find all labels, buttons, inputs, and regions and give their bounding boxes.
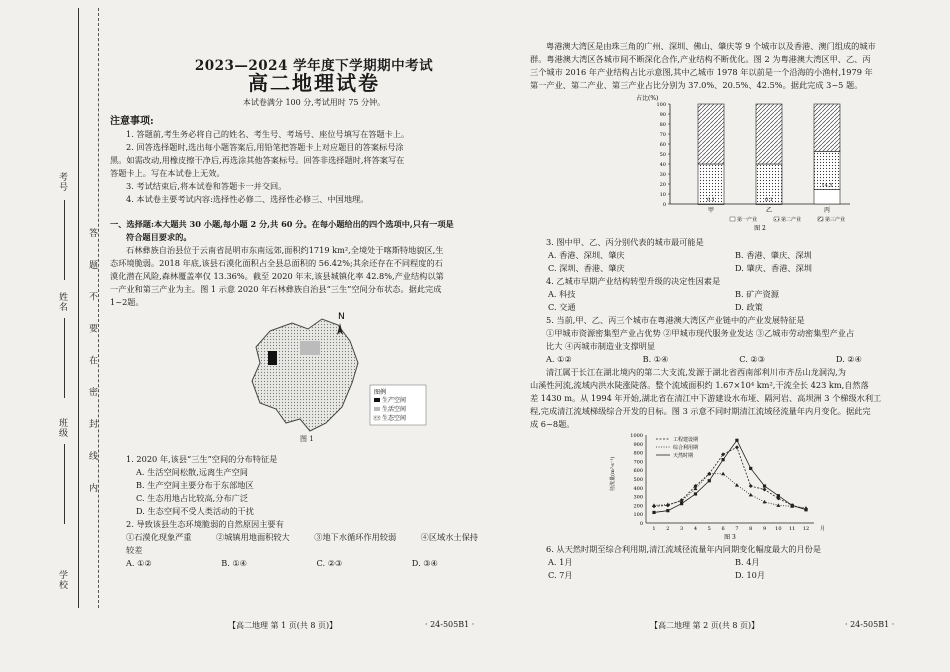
figure3 <box>530 431 922 543</box>
footer-right-label: 【高二地理 第 2 页(共 8 页)】 <box>650 621 760 630</box>
series-point <box>694 492 697 495</box>
x-tick-label: 甲 <box>707 207 715 214</box>
q6-stem: 6. 从天然时期至综合利用期,清江流域径流量年内同期变化幅度最大的月份是 <box>546 544 822 554</box>
left-column <box>110 0 518 570</box>
q4-stem: 4. 乙城市早期产业结构转型升级的决定性因素是 <box>546 276 721 286</box>
series-point <box>763 488 767 492</box>
exam-no-label: 考号 <box>57 172 67 192</box>
x-tick-label: 8 <box>749 526 753 532</box>
figure1 <box>110 309 518 449</box>
q5-options: A. ①② B. ①④ C. ②③ D. ②④ <box>546 354 862 364</box>
exam-title: 2023—2024 学年度下学期期中考试 <box>194 58 434 74</box>
legend-item: 生产空间 <box>382 397 407 404</box>
section1-heading: 一、选择题:本大题共 30 小题,每小题 2 分,共 60 分。在每小题给出的四个选项中,只有一项是 <box>110 219 454 229</box>
y-axis-label: 径流量(m³·s⁻¹) <box>610 456 616 491</box>
q1-stem: 1. 2020 年,该县“三生”空间的分布特征是 <box>126 454 278 464</box>
q5-items: ①甲城市资源密集型产业占优势 ②甲城市现代服务业发达 ③乙城市劳动密集型产业占 <box>546 328 855 338</box>
q2-options: A. ①② B. ①④ C. ②③ D. ③④ <box>126 558 438 568</box>
y-tick-label: 60 <box>659 142 666 148</box>
q5-items-tail: 比大 ④丙城市制造业支撑明显 <box>546 341 656 351</box>
school-label: 学校 <box>57 570 67 590</box>
q3-options: A. 香港、深圳、肇庆 B. 香港、肇庆、深圳 C. 深圳、香港、肇庆 D. 肇庆、香港、深圳 <box>548 250 812 273</box>
series-point <box>708 479 711 482</box>
data-label: 0.1 <box>707 196 715 203</box>
living-space-block <box>300 341 320 355</box>
y-tick-label: 500 <box>633 477 643 483</box>
score-line: 本试卷满分 100 分,考试用时 75 分钟。 <box>242 98 386 107</box>
industry-structure-chart <box>630 92 890 232</box>
x-tick-label: 3 <box>680 526 684 532</box>
series-point <box>804 508 807 511</box>
series-point <box>763 484 766 487</box>
q2-items-tail: 较差 <box>126 545 143 555</box>
legend-item: 生活空间 <box>382 406 407 413</box>
north-arrow: N <box>338 312 345 322</box>
passage3-line: 差 1430 m。从 1994 年开始,湖北省在清江中下游建设水布垭、隔河岩、高坝洲 3 个梯级水利工 <box>530 393 882 403</box>
passage1-line: 态环境脆弱。2018 年底,该县石漠化面积占全县总面积的 56.42%;其余还存在不同程度的石 <box>110 258 443 268</box>
bar-segment <box>814 104 840 151</box>
legend-swatch <box>818 217 823 221</box>
y-tick-label: 20 <box>659 182 666 188</box>
y-tick-label: 0 <box>662 202 666 208</box>
y-axis-label: 占比(%) <box>636 95 659 102</box>
y-tick-label: 10 <box>659 192 666 198</box>
notice-line: 2. 回答选择题时,选出每小题答案后,用铅笔把答题卡上对应题目的答案标号涂 <box>126 142 404 152</box>
notice-heading: 注意事项: <box>110 116 154 127</box>
y-tick-label: 200 <box>633 503 643 510</box>
binding-line <box>78 8 79 608</box>
legend-swatch <box>730 217 735 221</box>
legend-swatch <box>774 217 779 221</box>
x-tick-label: 6 <box>721 526 725 532</box>
y-tick-label: 900 <box>633 441 643 448</box>
series-point <box>666 509 669 512</box>
county-map <box>230 311 470 441</box>
series-point <box>721 472 725 476</box>
notice-line: 4. 本试卷主要考试内容:选择性必修二、选择性必修三、中国地理。 <box>126 194 369 204</box>
notice-line: 3. 考试结束后,将本试卷和答题卡一并交回。 <box>126 181 287 191</box>
notice-line: 答题卡上。写在本试卷上无效。 <box>110 168 225 178</box>
footer-left-code: · 24-505B1 · <box>425 620 475 629</box>
y-tick-label: 40 <box>659 162 666 168</box>
bar-segment <box>814 190 840 205</box>
y-tick-label: 80 <box>659 122 666 128</box>
figure2 <box>530 92 922 236</box>
series-point <box>749 484 753 488</box>
footer-right-code: · 24-505B1 · <box>845 620 895 629</box>
passage1-line: 1~2题。 <box>110 297 144 307</box>
y-tick-label: 30 <box>659 172 666 178</box>
y-tick-label: 90 <box>659 112 666 118</box>
legend-label: 天然时期 <box>673 453 694 459</box>
x-tick-label: 9 <box>762 526 767 532</box>
q4-options: A. 科技 B. 矿产资源 C. 交通 D. 政策 <box>548 289 779 312</box>
passage2-line: 第一产业、第二产业、第三产业占比分别为 37.0%、20.5%、42.5%。据此完成 3~5 题。 <box>530 80 863 90</box>
legend-title: 图例 <box>374 389 387 396</box>
chart-title: 图 2 <box>754 225 766 232</box>
legend-label: 第二产业 <box>781 217 802 223</box>
production-space-block <box>268 351 277 365</box>
series-point <box>777 494 780 497</box>
legend-label: 第一产业 <box>737 217 758 223</box>
x-tick-label: 2 <box>666 526 670 532</box>
passage3-line: 程,完成清江流域梯级综合开发的目标。图 3 示意不同时期清江流域径流量年内月变化。据此完 <box>530 406 871 416</box>
series-point <box>735 483 739 487</box>
data-label: 14.5 <box>821 182 833 189</box>
q2-items: ①石漠化现象严重 ②城镇用地面积较大 ③地下水循环作用较弱 ④区域水土保持 <box>126 532 478 542</box>
passage1-line: 石林彝族自治县位于云南省昆明市东南远郊,面积约1719 km²,全境处于喀斯特地貌区,生 <box>126 245 444 255</box>
x-tick-label: 乙 <box>765 207 773 214</box>
y-tick-label: 600 <box>633 468 643 475</box>
series-point <box>749 467 752 470</box>
series-point <box>652 511 655 514</box>
x-unit: 月 <box>820 526 826 532</box>
x-tick-label: 11 <box>788 526 796 532</box>
series-point <box>721 458 724 461</box>
q6-options: A. 1月 B. 4月 C. 7月 D. 10月 <box>548 557 766 580</box>
legend-label: 第三产业 <box>825 217 846 223</box>
q5-stem: 5. 当前,甲、乙、丙三个城市在粤港澳大湾区产业链中的产业发展特征是 <box>546 315 805 325</box>
x-tick-label: 12 <box>802 526 810 532</box>
passage2-line: 粤港澳大湾区是由珠三角的广州、深圳、佛山、肇庆等 9 个城市以及香港、澳门组成的城市 <box>546 41 876 51</box>
series-point <box>735 439 738 442</box>
name-label: 姓名 <box>57 292 67 312</box>
right-column <box>530 40 922 582</box>
q1-option: B. 生产空间主要分布于东部地区 <box>136 480 254 490</box>
cut-line-text: 答 题 不 要 在 密 封 线 内 <box>87 228 97 502</box>
passage2-line: 群。粤港澳大湾区各城市间不断深化合作,产业结构不断优化。图 2 为粤港澳大湾区甲、乙、丙 <box>530 54 871 64</box>
passage3-line: 清江属于长江在湖北境内的第二大支流,发源于湖北省西南部利川市齐岳山龙洞沟,为 <box>546 367 846 377</box>
legend-item: 生态空间 <box>382 415 407 422</box>
notice-line: 1. 答题前,考生务必将自己的姓名、考生号、考场号、座位号填写在答题卡上。 <box>126 129 410 139</box>
passage2-line: 三个城市 2016 年产业结构占比示意图,其中乙城市 1978 年以前是一个沿海的小渔村,1979 年 <box>530 67 873 77</box>
q1-option: C. 生态用地占比较高,分布广泛 <box>136 493 249 503</box>
bar-segment <box>698 104 724 164</box>
notice-line: 黑。如需改动,用橡皮擦干净后,再选涂其他答案标号。回答非选择题时,将答案写在 <box>110 155 405 165</box>
binding-margin <box>0 0 100 672</box>
q2-stem: 2. 导致该县生态环境脆弱的自然原因主要有 <box>126 519 284 529</box>
legend-label: 综合利用期 <box>673 445 699 451</box>
y-tick-label: 100 <box>656 102 666 108</box>
series-line <box>654 474 806 508</box>
section1-heading-tail: 符合题目要求的。 <box>126 232 192 242</box>
passage3-line: 山溪性河流,流域内洪水陡涨陡落。整个流域面积约 1.67×10⁴ km²,干流全长 423 km,自然落 <box>530 380 869 390</box>
y-tick-label: 50 <box>659 152 666 158</box>
bar-segment <box>756 104 782 164</box>
y-tick-label: 700 <box>633 459 643 466</box>
x-tick-label: 1 <box>652 526 656 532</box>
x-tick-label: 4 <box>693 526 698 532</box>
y-tick-label: 800 <box>633 450 643 457</box>
subject-title: 高二地理试卷 <box>248 71 380 95</box>
series-point <box>652 503 656 507</box>
series-point <box>763 500 767 504</box>
passage1-line: 一产业和第三产业为主。图 1 示意 2020 年石林彝族自治县“三生”空间分布状态。据此完成 <box>110 284 442 294</box>
q3-stem: 3. 图中甲、乙、丙分别代表的城市最可能是 <box>546 237 704 247</box>
x-tick-label: 7 <box>735 526 739 532</box>
passage1-line: 漠化潜在风险,森林覆盖率仅 13.36%。截至 2020 年末,该县城镇化率 42.8%,产业结构以第 <box>110 271 444 281</box>
series-point <box>749 493 753 497</box>
fig1-caption: 图 1 <box>300 435 314 443</box>
series-point <box>791 504 794 507</box>
legend-label: 工程建设期 <box>673 437 699 443</box>
y-tick-label: 300 <box>633 494 643 501</box>
q1-option: A. 生活空间松散,远离生产空间 <box>136 467 248 477</box>
county-outline <box>252 319 358 431</box>
series-point <box>735 445 739 449</box>
series-point <box>680 502 683 505</box>
passage3-line: 成 6~8题。 <box>530 419 575 429</box>
x-tick-label: 5 <box>707 526 711 532</box>
runoff-chart <box>606 431 836 541</box>
y-tick-label: 1000 <box>630 433 643 439</box>
x-tick-label: 丙 <box>823 207 831 214</box>
data-label: 0.1 <box>765 196 773 203</box>
y-tick-label: 100 <box>633 512 643 519</box>
footer-left-label: 【高二地理 第 1 页(共 8 页)】 <box>228 621 338 630</box>
y-tick-label: 0 <box>639 521 643 527</box>
chart-title: 图 3 <box>724 534 736 541</box>
class-label: 班级 <box>57 418 67 438</box>
series-point <box>776 503 780 507</box>
y-tick-label: 70 <box>659 132 666 138</box>
q1-option: D. 生态空间不受人类活动的干扰 <box>136 506 254 516</box>
y-tick-label: 400 <box>633 485 643 492</box>
x-tick-label: 10 <box>775 526 782 532</box>
